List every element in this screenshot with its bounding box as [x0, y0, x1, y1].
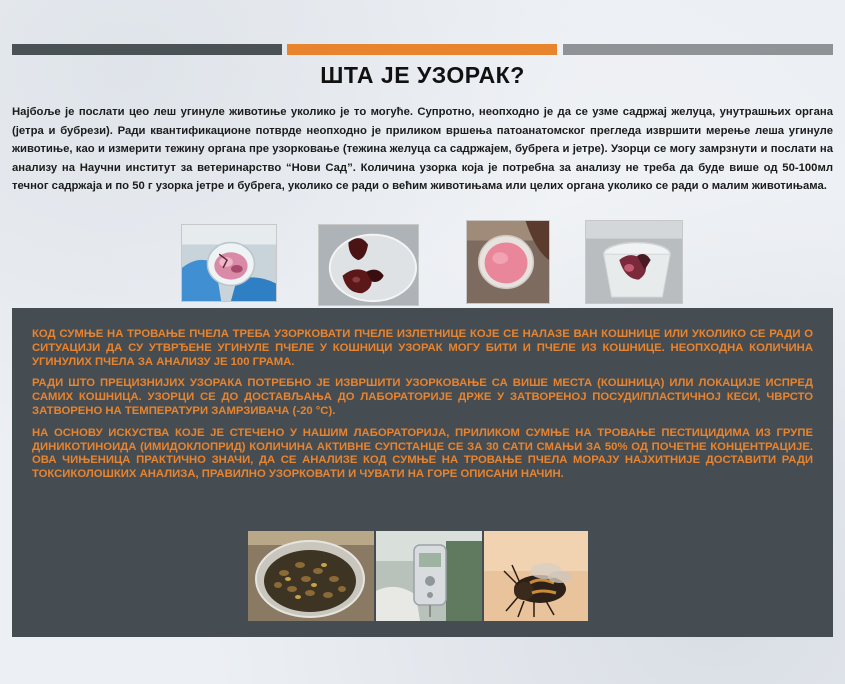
photo-liver-in-dish	[318, 224, 419, 306]
photo-dead-bees-jar	[248, 531, 374, 621]
panel-paragraph-1: КОД СУМЊЕ НА ТРОВАЊЕ ПЧЕЛА ТРЕБА УЗОРКОВАТИ ПЧЕЛЕ ИЗЛЕТНИЦЕ КОЈЕ СЕ НАЛАЗЕ ВАН КОШНИЦЕ ИЛИ УКОЛИКО СЕ РАДИ О СИТУАЦИЈИ ДА СУ УТВРЂЕНЕ УГИНУЛЕ ПЧЕЛЕ У КОШНИЦИ УЗОРАК МОГУ БИТИ И ПЧЕЛЕ ИЗ КОШНИЦЕ. НЕОПХОДНА КОЛИЧИНА УГИНУЛИХ ПЧЕЛА ЗА АНАЛИЗУ ЈЕ 100 ГРАМА.	[32, 328, 813, 368]
photo-pink-homogenate-cup	[466, 220, 550, 304]
photo-dead-bee-closeup	[484, 531, 588, 621]
header-bar-orange	[287, 44, 557, 55]
photo-tissue-plastic-cup	[585, 220, 683, 304]
panel-text	[32, 328, 813, 490]
intro-paragraph: Најбоље је послати цео леш угинуле животиње уколико је то могуће. Супротно, неопходно је да се узме садржај желуца, унутрашњих органа (јетра и бубрези). Ради квантификационе потврде неопходно је приликом вршења патоанатомског прегледа извршити мерење леша угинуле животиње, као и измерити тежину органа пре узорковање (тежина желуца са садржајем, бубрега и јетре). Узорци се могу замрзнути и послати на анализу на Научни институт за ветеринарство “Нови Сад”. Количина узорка која је потребна за анализу не треба да буде више од 50-100мл течног садржаја и по 50 г узорка јетре и бубрега, уколико се ради о већим животињама или целих органа уколико се ради о малим животињама.	[12, 106, 833, 193]
header-bar-dark	[12, 44, 282, 55]
photo-sample-cup-gloved-hand	[181, 224, 277, 302]
header-bar-gray	[563, 44, 833, 55]
panel-paragraph-3: НА ОСНОВУ ИСКУСТВА КОЈЕ ЈЕ СТЕЧЕНО У НАШИМ ЛАБОРАТОРИЈА, ПРИЛИКОМ СУМЊЕ НА ТРОВАЊЕ ПЕСТИЦИДИМА ИЗ ГРУПЕ ДИНИКОТИНОИДА (ИМИДОКЛОПРИД) КОЛИЧИНА АКТИВНЕ СУПСТАНЦЕ СЕ ЗА 30 САТИ СМАЊИ ЗА 50% ОД ПОЧЕТНЕ КОНЦЕНТРАЦИЈЕ. ОВА ЧИЊЕНИЦА ПРАКТИЧНО ЗНАЧИ, ДА СЕ АНАЛИЗЕ КОД СУМЊЕ НА ТРОВАЊЕ ПЧЕЛА МОРАЈУ НАЈХИТНИЈЕ ДОСТАВИТИ РАДИ ТОКСИКОЛОШКИХ АНАЛИЗА, ПРАВИЛНО УЗОРКОВАТИ И ЧУВАТИ НА ГОРЕ ОПИСАНИ НАЧИН.	[32, 426, 813, 481]
slide-title: ШТА ЈЕ УЗОРАК?	[320, 62, 525, 88]
panel-paragraph-2: РАДИ ШТО ПРЕЦИЗНИЈИХ УЗОРАКА ПОТРЕБНО ЈЕ ИЗВРШИТИ УЗОРКОВАЊЕ СА ВИШЕ МЕСТА (КОШНИЦА) ИЛИ ЛОКАЦИЈЕ ИСПРЕД САМИХ КОШНИЦА. УЗОРЦИ СЕ ДО ДОСТАВЉАЊА ДО ЛАБОРАТОРИЈЕ ДРЖЕ У ЗАТВОРЕНОЈ ПОСУДИ/ПЛАСТИЧНОЈ КЕСИ, ЧВРСТО ЗАТВОРЕНО НА ТЕМПЕРАТУРИ ЗАМРЗИВАЧА (-20 °C).	[32, 377, 813, 417]
photo-digital-scale-hand	[376, 531, 482, 621]
